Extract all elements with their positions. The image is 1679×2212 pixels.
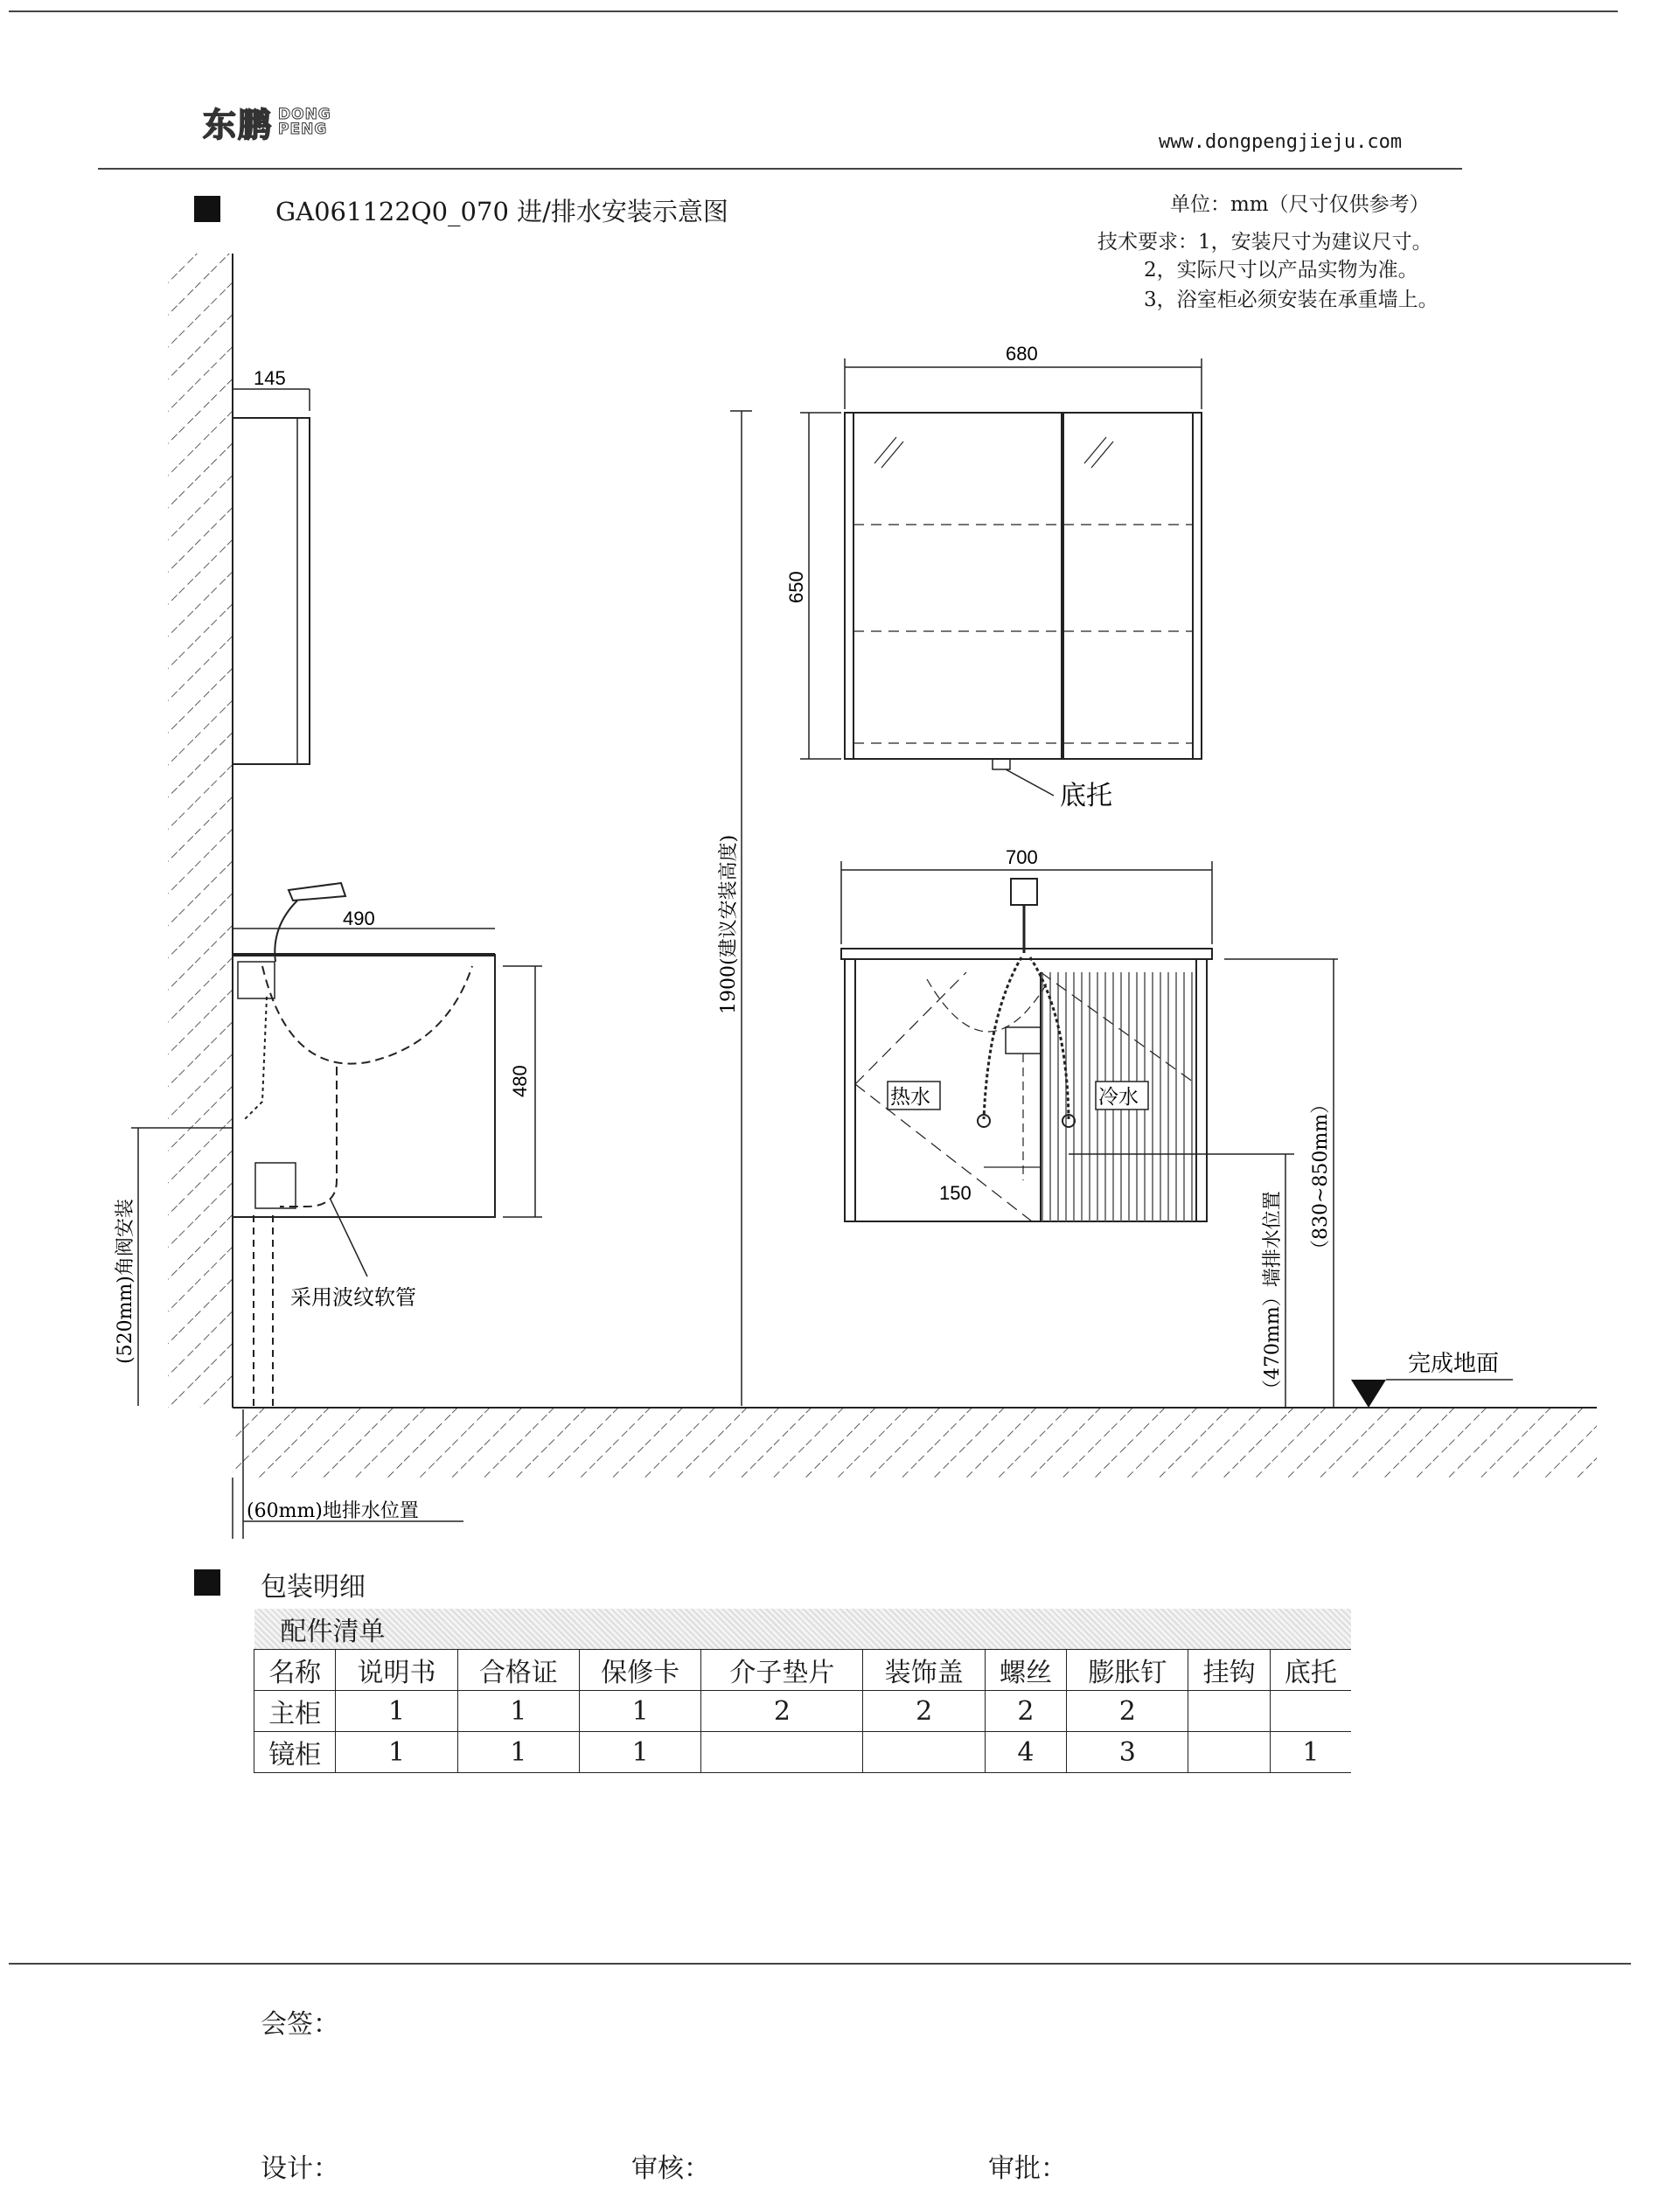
table-row: [254, 1691, 1352, 1732]
finished-floor-label: 完成地面: [1408, 1351, 1500, 1377]
table-cell: 2: [863, 1691, 985, 1732]
table-cell: 1: [336, 1732, 457, 1773]
unit-note: 单位：mm（尺寸仅供参考）: [1170, 193, 1430, 216]
column-header: 膨胀钉: [1067, 1650, 1188, 1691]
approve-label: 审批：: [988, 2153, 1067, 2184]
table-cell: 主柜: [254, 1691, 336, 1732]
column-header: 保修卡: [579, 1650, 700, 1691]
dim-520: (520mm)角阀安装: [115, 1199, 136, 1364]
dim-470: （470mm）墙排水位置: [1262, 1191, 1284, 1399]
column-header: 螺丝: [985, 1650, 1066, 1691]
cold-water-label: 冷水: [1098, 1086, 1139, 1109]
vanity-side: [233, 883, 495, 1408]
table-cell: 2: [1067, 1691, 1188, 1732]
parts-table: [254, 1609, 1351, 1773]
parts-table-title: 配件清单: [254, 1609, 1352, 1650]
logo-cn: 东鹏: [203, 106, 274, 144]
table-cell: 2: [701, 1691, 863, 1732]
section-marker-2: [194, 1569, 220, 1596]
dim-650: 650: [785, 571, 807, 603]
table-cell: 1: [579, 1732, 700, 1773]
table-cell: 4: [985, 1732, 1066, 1773]
mirror-cabinet-front: [845, 413, 1202, 769]
hot-water-label: 热水: [890, 1086, 930, 1109]
packing-heading: 包装明细: [261, 1572, 366, 1603]
vanity-front: [841, 879, 1212, 1221]
logo-en-line1: DONG: [278, 105, 331, 123]
tech-req-1: 技术要求：1，安装尺寸为建议尺寸。: [1097, 231, 1432, 254]
table-cell: 1: [579, 1691, 700, 1732]
column-header: 底托: [1270, 1650, 1351, 1691]
table-cell: 1: [336, 1691, 457, 1732]
table-cell: 1: [457, 1691, 579, 1732]
column-header: 说明书: [336, 1650, 457, 1691]
table-cell: [701, 1732, 863, 1773]
table-cell: [1188, 1732, 1270, 1773]
logo-en-line2: PENG: [278, 120, 328, 138]
mirror-cabinet-side: [233, 389, 310, 764]
drawing-title: GA061122Q0_070 进/排水安装示意图: [275, 197, 728, 226]
footer-rule: [9, 1963, 1631, 1965]
table-cell: [1270, 1691, 1351, 1732]
table-cell: 1: [1270, 1732, 1351, 1773]
dim-700: 700: [1006, 846, 1038, 868]
table-cell: [1188, 1691, 1270, 1732]
dim-60: (60mm)地排水位置: [247, 1500, 419, 1522]
review-label: 审核：: [631, 2153, 710, 2184]
table-row: [254, 1732, 1352, 1773]
column-header: 装饰盖: [863, 1650, 985, 1691]
finished-floor-marker: [1351, 1380, 1513, 1408]
countersign-label: 会签：: [261, 2009, 339, 2040]
dim-830-850: （830~850mm）: [1310, 1094, 1332, 1259]
table-cell: 镜柜: [254, 1732, 336, 1773]
tech-req-3: 3，浴室柜必须安装在承重墙上。: [1144, 289, 1439, 311]
dim-145: 145: [254, 367, 286, 389]
dim-490: 490: [343, 908, 375, 929]
dim-680: 680: [1006, 343, 1038, 365]
corrugated-hose-label: 采用波纹软管: [290, 1285, 416, 1310]
dim-1900: 1900(建议安装高度): [718, 834, 740, 1014]
table-cell: 1: [457, 1732, 579, 1773]
column-header: 名称: [254, 1650, 336, 1691]
bottom-bracket-label: 底托: [1060, 781, 1112, 811]
table-header-row: [254, 1650, 1352, 1691]
website-url: www.dongpengjieju.com: [1159, 131, 1403, 153]
floor: [233, 1408, 1597, 1478]
dim-480: 480: [509, 1065, 531, 1097]
table-cell: [863, 1732, 985, 1773]
design-label: 设计：: [261, 2153, 339, 2184]
column-header: 挂钩: [1188, 1650, 1270, 1691]
tech-req-2: 2，实际尺寸以产品实物为准。: [1144, 259, 1418, 282]
dim-150: 150: [939, 1182, 972, 1204]
wall: [168, 254, 233, 1408]
table-cell: 2: [985, 1691, 1066, 1732]
table-cell: 3: [1067, 1732, 1188, 1773]
column-header: 合格证: [457, 1650, 579, 1691]
column-header: 介子垫片: [701, 1650, 863, 1691]
